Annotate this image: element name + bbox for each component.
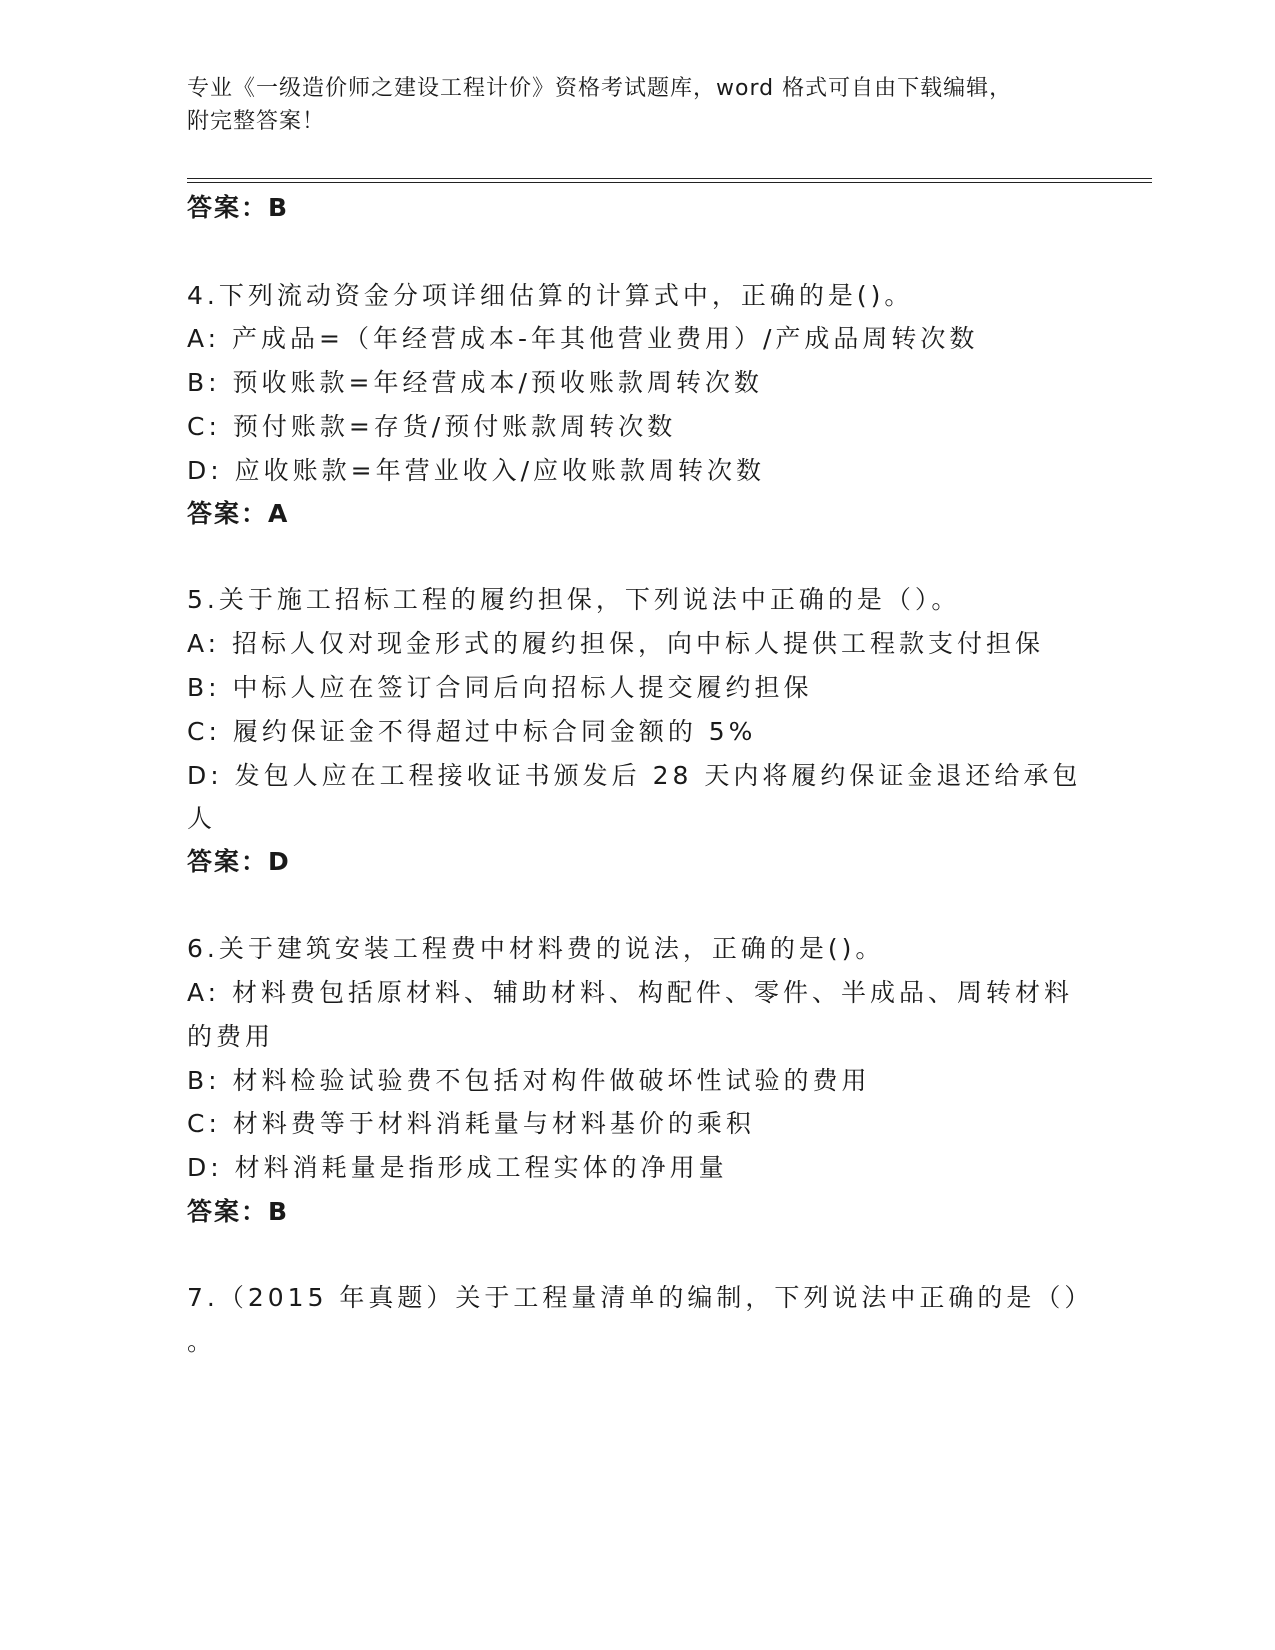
- question-5-option-a: A: 招标人仅对现金形式的履约担保，向中标人提供工程款支付担保: [187, 629, 1045, 658]
- answer-q6: 答案：B: [187, 1197, 290, 1226]
- question-6-option-d: D: 材料消耗量是指形成工程实体的净用量: [187, 1153, 728, 1182]
- header-line-2: 附完整答案！: [187, 109, 326, 134]
- header-divider-top: [187, 178, 1152, 179]
- question-5-option-d-line-2: 人: [187, 804, 217, 833]
- answer-q5: 答案：D: [187, 847, 291, 876]
- answer-q4: 答案：A: [187, 499, 290, 528]
- question-4-option-b: B: 预收账款=年经营成本/预收账款周转次数: [187, 368, 763, 397]
- question-4-option-c: C: 预付账款=存货/预付账款周转次数: [187, 412, 677, 441]
- question-5-option-c: C: 履约保证金不得超过中标合同金额的 5%: [187, 717, 757, 746]
- question-6-option-c: C: 材料费等于材料消耗量与材料基价的乘积: [187, 1109, 755, 1138]
- header-line-1: 专业《一级造价师之建设工程计价》资格考试题库，word 格式可自由下载编辑，: [187, 76, 1013, 101]
- question-4-option-d: D: 应收账款=年营业收入/应收账款周转次数: [187, 456, 765, 485]
- question-7-stem-line-1: 7.（2015 年真题）关于工程量清单的编制，下列说法中正确的是（）: [187, 1283, 1094, 1312]
- document-header: [187, 72, 1087, 138]
- question-5-stem: 5.关于施工招标工程的履约担保，下列说法中正确的是（）。: [187, 585, 961, 614]
- question-7-stem-line-2: 。: [187, 1327, 217, 1356]
- question-6-option-a-line-1: A: 材料费包括原材料、辅助材料、构配件、零件、半成品、周转材料: [187, 978, 1074, 1007]
- header-divider-bottom: [187, 182, 1152, 183]
- question-4-option-a: A: 产成品=（年经营成本-年其他营业费用）/产成品周转次数: [187, 324, 979, 353]
- question-4-stem: 4.下列流动资金分项详细估算的计算式中，正确的是()。: [187, 281, 914, 310]
- question-5-option-b: B: 中标人应在签订合同后向招标人提交履约担保: [187, 673, 813, 702]
- question-6-stem: 6.关于建筑安装工程费中材料费的说法，正确的是()。: [187, 934, 885, 963]
- answer-q3: 答案：B: [187, 193, 290, 222]
- question-6-option-a-line-2: 的费用: [187, 1022, 275, 1051]
- question-5-option-d-line-1: D: 发包人应在工程接收证书颁发后 28 天内将履约保证金退还给承包: [187, 761, 1082, 790]
- question-6-option-b: B: 材料检验试验费不包括对构件做破坏性试验的费用: [187, 1066, 871, 1095]
